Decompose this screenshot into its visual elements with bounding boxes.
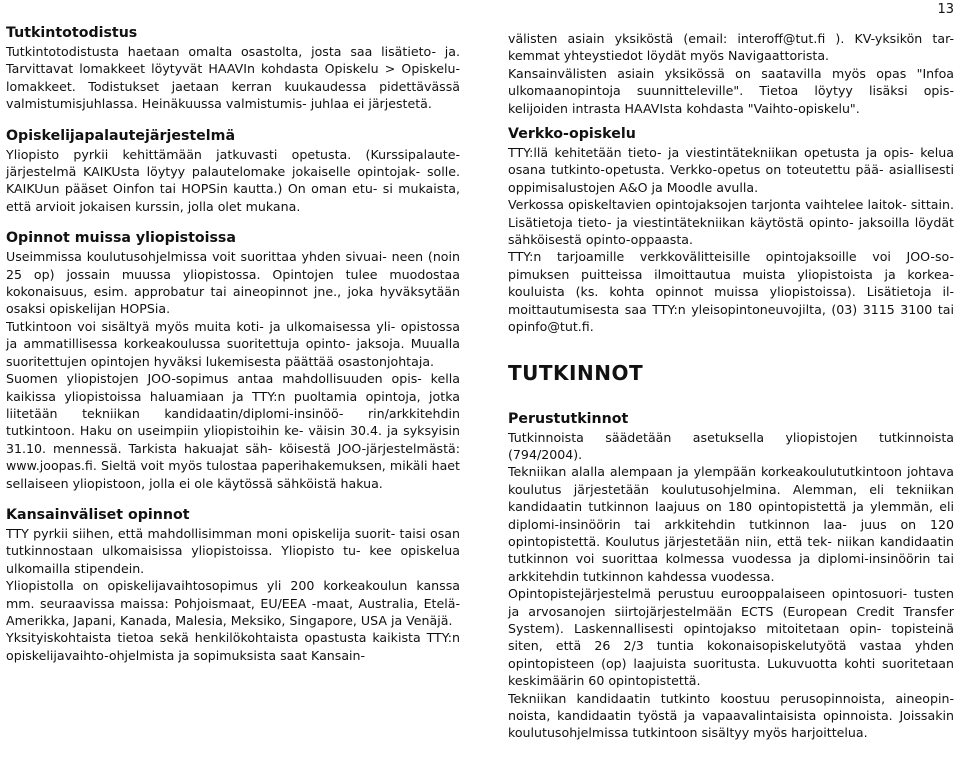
paragraph: Verkossa opiskeltavien opintojaksojen tarjonta vaihtelee laitok- sittain. Lisätietoja tieto- ja viestintätekniikan käytöstä opinto- jaksoilla löydät sähköisestä opinto-oppaasta. <box>508 197 954 248</box>
section-heading: Opiskelijapalautejärjestelmä <box>6 127 236 144</box>
section-heading: Verkko-opiskelu <box>508 126 636 143</box>
page-number: 13 <box>937 2 954 17</box>
main-heading: TUTKINNOT <box>508 360 644 385</box>
paragraph: välisten asiain yksiköstä (email: interoff@tut.fi ). KV-yksikön tar- kemmat yhteystiedot löydät myös Navigaattorista. <box>508 31 954 64</box>
paragraph: TTY pyrkii siihen, että mahdollisimman moni opiskelija suorit- taisi osan tutkinnostaan ulkomaisissa yliopistoissa. Yliopisto tu- kee opiskelua ulkomailla stipendein. <box>6 525 460 576</box>
right-column <box>508 30 954 742</box>
left-column <box>6 24 460 664</box>
paragraph: Yksityiskohtaista tietoa sekä henkilökohtaista opastusta kaikista TTY:n opiskelijavaihto-ohjelmista ja sopimuksista saat Kansain- <box>6 630 460 663</box>
paragraph: Tutkintotodistusta haetaan omalta osastolta, josta saa lisätieto- ja. Tarvittavat lomakkeet löytyvät HAAVIn kohdasta Opiskelu > Opiskelu-lomakkeet. Todistukset jaetaan kerran kuukaudessa pidettävässä valmistumisjuhlassa. Heinäkuussa valmistumis- juhlaa ei järjestetä. <box>6 44 460 112</box>
section-heading: Perustutkinnot <box>508 410 629 427</box>
paragraph: Tekniikan alalla alempaan ja ylempään korkeakoulututkintoon johtava koulutus järjestetään koulutusohjelmina. Alemman, eli tekniikan kandidaatin tutkinnon laajuus on 180 opintopistettä ja ylemmän, eli diplomi-insinöörin tai arkkitehdin tutkinnon laa- juus on 120 opintopistettä. Koulutus järjestetään niin, että tek- niikan kandidaatin tutkinnon voi suorittaa kolmessa vuodessa ja diplomi-insinöörin tai arkkitehdin tutkinnon kahdessa vuodessa. <box>508 464 954 584</box>
paragraph: TTY:llä kehitetään tieto- ja viestintätekniikan opetusta ja opis- kelua osana tutkinto-opetusta. Verkko-opetus on toteutettu pää- asiallisesti oppimisalustojen A&O ja Moodle avulla. <box>508 145 954 195</box>
paragraph: Useimmissa koulutusohjelmissa voit suorittaa yhden sivuai- neen (noin 25 op) jossain muussa yliopistossa. Opintojen tulee muodostaa kokonaisuus, esim. approbatur tai aineopinnot jne., joka hyväksytään osaksi opiskelijan HOPSia. <box>6 249 460 317</box>
section-heading: Kansainväliset opinnot <box>6 506 190 523</box>
paragraph: Yliopisto pyrkii kehittämään jatkuvasti opetusta. (Kurssipalaute- järjestelmä KAIKUsta löytyy palautelomake jokaiselle opintojak- solle. KAIKUun pääset Oinfon tai HOPSin kautta.) On oman etu- si mukaista, että arvioit jokaisen kurssin, jolla olet mukana. <box>6 146 460 214</box>
paragraph: TTY:n tarjoamille verkkovälitteisille opintojaksoille voi JOO-so- pimuksen puitteissa ilmoittautua muista yliopistoista ja korkea- kouluista (ks. kohta opinnot muissa yliopistoissa). Lisätietoja il- moittautumisesta saa TTY:n yleisopintoneuvojilta, (03) 3115 3100 tai opinfo@tut.fi. <box>508 249 954 335</box>
paragraph: Tekniikan kandidaatin tutkinto koostuu perusopinnoista, aineopin- noista, kandidaatin työstä ja vapaavalintaisista opinnoista. Joissakin koulutusohjelmissa tutkintoon sisältyy myös harjoittelua. <box>508 690 954 741</box>
paragraph: Kansainvälisten asiain yksikössä on saatavilla myös opas "Infoa ulkomaanopintoja suunnitteleville". Tietoa löytyy lisäksi opis- kelijoiden intrasta HAAVIsta kohdasta "Vaihto-opiskelu". <box>508 65 954 116</box>
paragraph: Yliopistolla on opiskelijavaihtosopimus yli 200 korkeakoulun kanssa mm. seuraavissa maissa: Pohjoismaat, EU/EEA -maat, Australia, Etelä-Amerikka, Japani, Kanada, Malesia, Meksiko, Singapore, USA ja Venäjä. <box>6 578 460 628</box>
paragraph: Tutkinnoista säädetään asetuksella yliopistojen tutkinnoista (794/2004). <box>508 429 954 462</box>
paragraph: Suomen yliopistojen JOO-sopimus antaa mahdollisuuden opis- kella kaikissa yliopistoissa haluamiaan ja TTY:n puoltamia opintoja, jotka liitetään tekniikan kandidaatin/diplomi-insinöö- rin/arkkitehdin tutkintoon. Haku on useimpiin yliopistoihin ke- väisin 30.4. ja syksyisin 31.10. mennessä. Tarkista hakuajat säh- köisestä JOO-järjestelmästä: www.joopas.fi. Sieltä voit myös tulostaa paperihakemuksen, mikäli haet sellaiseen yliopistoon, jolla ei ole käytössä sähköistä hakua. <box>6 371 460 491</box>
section-heading: Tutkintotodistus <box>6 25 138 41</box>
section-heading: Opinnot muissa yliopistoissa <box>6 230 236 247</box>
paragraph: Tutkintoon voi sisältyä myös muita koti- ja ulkomaisessa yli- opistossa ja ammatillisessa korkeakoulussa suoritettuja opinto- jaksoja. Muualla suoritettujen opintojen hyväksi lukemisesta päättää osastonjohtaja. <box>6 318 460 369</box>
paragraph: Opintopistejärjestelmä perustuu eurooppalaiseen opintosuori- tusten ja arvosanojen siirtojärjestelmään ECTS (European Credit Transfer System). Laskennallisesti opintojakso mitoitetaan opin- topisteinä siten, että 26 2/3 tuntia kokonaisopiskelutyötä vastaa yhden opintopisteen (op) laajuista suoritusta. Lukuvuotta kohti suoritetaan keskimäärin 60 opintopistettä. <box>508 586 954 689</box>
